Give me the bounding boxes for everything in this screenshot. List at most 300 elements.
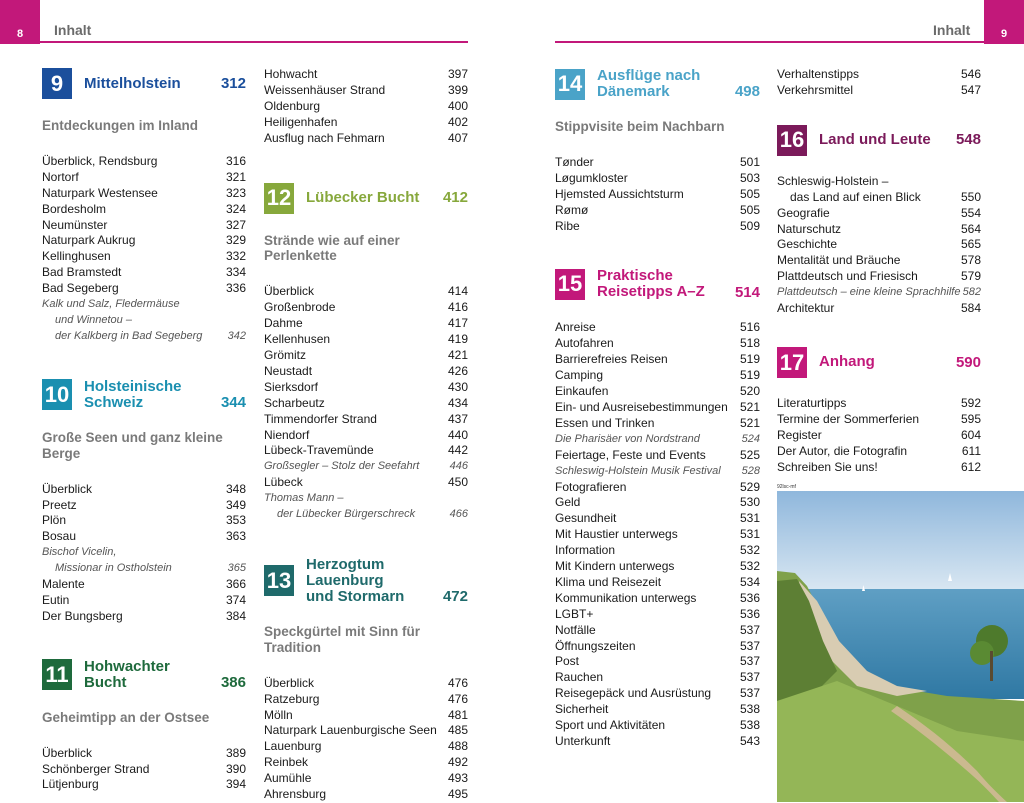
toc-entry-title: Preetz bbox=[42, 497, 77, 512]
toc-entry[interactable] bbox=[777, 174, 981, 190]
toc-entry-title: Malente bbox=[42, 577, 85, 592]
chapter-page: 548 bbox=[955, 131, 981, 149]
toc-entry-page: 537 bbox=[739, 654, 760, 669]
toc-entry[interactable] bbox=[777, 269, 981, 285]
running-header-right: Inhalt bbox=[933, 22, 971, 38]
toc-entry-title: Sicherheit bbox=[555, 702, 609, 717]
toc-entry-page: 421 bbox=[447, 347, 468, 362]
section-9-heading[interactable] bbox=[42, 68, 246, 99]
toc-entry-title: Lauenburg bbox=[264, 739, 322, 754]
toc-entry-page: 374 bbox=[225, 592, 246, 607]
toc-entry-title: Sierksdorf bbox=[264, 379, 319, 394]
toc-entry-page: 419 bbox=[447, 332, 468, 347]
toc-entry-page: 516 bbox=[739, 320, 760, 335]
chapter-page: 412 bbox=[442, 189, 468, 207]
toc-entry-page: 399 bbox=[447, 82, 468, 97]
toc-entry-title: Register bbox=[777, 427, 822, 442]
toc-entry-title: Naturschutz bbox=[777, 221, 842, 236]
toc-entry-page: 578 bbox=[960, 253, 981, 268]
toc-entry[interactable] bbox=[264, 692, 468, 708]
toc-entry-page: 538 bbox=[739, 702, 760, 717]
toc-entry-title: Schreiben Sie uns! bbox=[777, 459, 878, 474]
chapter-title: Holsteinische Schweiz bbox=[84, 377, 182, 411]
toc-entry-title: Naturpark Westensee bbox=[42, 185, 158, 200]
toc-entry-page: 366 bbox=[225, 577, 246, 592]
toc-entry-page: 442 bbox=[447, 443, 468, 458]
toc-entry[interactable] bbox=[555, 219, 760, 235]
toc-entry-page: 584 bbox=[960, 301, 981, 316]
section-10-heading[interactable] bbox=[42, 379, 246, 411]
toc-entry-title: Bad Bramstedt bbox=[42, 265, 122, 280]
toc-entry-page: 402 bbox=[447, 114, 468, 129]
toc-entry-title: Geschichte bbox=[777, 237, 838, 252]
toc-entry[interactable] bbox=[264, 428, 468, 444]
toc-entry[interactable] bbox=[42, 762, 246, 778]
chapter-number: 9 bbox=[42, 68, 72, 99]
toc-entry-page: 316 bbox=[225, 153, 246, 168]
toc-entry-page: 389 bbox=[225, 745, 246, 760]
header-rule-right bbox=[555, 41, 984, 43]
chapter-number: 14 bbox=[555, 69, 585, 100]
toc-entry[interactable] bbox=[555, 400, 760, 416]
toc-entry[interactable] bbox=[264, 396, 468, 412]
toc-feature[interactable]: Plattdeutsch – eine kleine Sprachhilfe 582 bbox=[777, 286, 981, 299]
toc-entry[interactable] bbox=[264, 316, 468, 332]
toc-entry[interactable] bbox=[42, 609, 246, 625]
photo-credit: 92lsc-mf bbox=[777, 484, 796, 490]
section-16-heading[interactable] bbox=[777, 125, 981, 156]
toc-entry[interactable] bbox=[777, 412, 981, 428]
chapter-number: 11 bbox=[42, 659, 72, 690]
toc-column-3 bbox=[555, 66, 760, 750]
toc-entry-page: 531 bbox=[739, 511, 760, 526]
toc-entry[interactable] bbox=[42, 482, 246, 498]
toc-entry[interactable] bbox=[42, 249, 246, 265]
toc-entry-page: 529 bbox=[739, 479, 760, 494]
toc-entry-title: Geografie bbox=[777, 205, 830, 220]
toc-entry-title: Ribe bbox=[555, 218, 580, 233]
toc-entry-page: 531 bbox=[739, 527, 760, 542]
toc-entry-title: Termine der Sommerferien bbox=[777, 411, 920, 426]
toc-entry[interactable] bbox=[777, 83, 981, 99]
toc-entry[interactable] bbox=[42, 577, 246, 593]
toc-column-4 bbox=[777, 67, 981, 476]
toc-entry-page: 611 bbox=[961, 443, 981, 458]
toc-entry[interactable] bbox=[555, 495, 760, 511]
toc-entry-title: Grömitz bbox=[264, 347, 306, 362]
toc-entry-title: Ein- und Ausreisebestimmungen bbox=[555, 399, 728, 414]
toc-entry-title: Klima und Reisezeit bbox=[555, 574, 662, 589]
section-14-heading[interactable] bbox=[555, 68, 760, 100]
toc-entry-page: 518 bbox=[739, 336, 760, 351]
toc-entry-title: Unterkunft bbox=[555, 734, 611, 748]
toc-entry-title: Mölln bbox=[264, 707, 293, 722]
toc-entry[interactable] bbox=[777, 444, 981, 460]
toc-entry-title: Mit Haustier unterwegs bbox=[555, 527, 678, 542]
toc-entry-title: Nortorf bbox=[42, 169, 79, 184]
toc-entry-page: 437 bbox=[447, 411, 468, 426]
chapter-title: Herzogtum Lauenburg und Stormarn bbox=[306, 555, 405, 605]
toc-entry[interactable] bbox=[42, 777, 246, 793]
toc-entry[interactable] bbox=[42, 281, 246, 297]
chapter-page: 590 bbox=[955, 353, 981, 371]
toc-entry-title: Ausflug nach Fehmarn bbox=[264, 130, 385, 145]
toc-entry-page: 353 bbox=[225, 513, 246, 528]
toc-entry[interactable] bbox=[555, 384, 760, 400]
toc-entry[interactable] bbox=[264, 99, 468, 115]
section-11-heading[interactable] bbox=[42, 659, 246, 691]
toc-entry-title: LGBT+ bbox=[555, 606, 594, 621]
toc-entry-title: Dahme bbox=[264, 316, 303, 331]
toc-entry-title: Neumünster bbox=[42, 217, 108, 232]
toc-entry-title: Aumühle bbox=[264, 771, 312, 786]
toc-entry-title: Kellenhusen bbox=[264, 332, 331, 347]
chapter-page: 514 bbox=[734, 283, 760, 301]
toc-entry-title: Überblick bbox=[264, 675, 315, 690]
toc-entry[interactable] bbox=[555, 718, 760, 734]
toc-entry-title: Reisegepäck und Ausrüstung bbox=[555, 686, 712, 701]
toc-entry[interactable] bbox=[555, 448, 760, 464]
toc-entry[interactable] bbox=[555, 543, 760, 559]
toc-entry[interactable] bbox=[264, 131, 468, 147]
toc-entry-page: 485 bbox=[447, 723, 468, 738]
toc-entry[interactable] bbox=[555, 203, 760, 219]
toc-entry[interactable] bbox=[555, 511, 760, 527]
toc-entry-title: Mit Kindern unterwegs bbox=[555, 559, 675, 574]
toc-entry[interactable] bbox=[264, 300, 468, 316]
toc-entry[interactable] bbox=[777, 206, 981, 222]
toc-entry[interactable] bbox=[555, 575, 760, 591]
toc-entry-page: 390 bbox=[225, 761, 246, 776]
toc-entry-title: Der Autor, die Fotografin bbox=[777, 443, 908, 458]
toc-entry[interactable] bbox=[264, 443, 468, 459]
toc-entry-page: 426 bbox=[447, 363, 468, 378]
chapter-subtitle: Entdeckungen im Inland bbox=[42, 118, 199, 133]
toc-entry[interactable] bbox=[264, 771, 468, 787]
toc-entry-page: 430 bbox=[447, 379, 468, 394]
page-number-right: 9 bbox=[984, 0, 1024, 44]
toc-entry-page: 493 bbox=[447, 771, 468, 786]
toc-entry-title: Überblick bbox=[264, 284, 315, 299]
toc-column-2 bbox=[264, 67, 468, 803]
toc-feature[interactable]: Bischof Vicelin, bbox=[42, 546, 117, 559]
toc-entry[interactable] bbox=[264, 115, 468, 131]
toc-entry[interactable] bbox=[777, 301, 981, 317]
toc-entry-title: Plattdeutsch und Friesisch bbox=[777, 269, 918, 284]
toc-entry-title: Notfälle bbox=[555, 622, 596, 637]
toc-entry-title: Camping bbox=[555, 368, 604, 383]
toc-feature[interactable]: und Winnetou – bbox=[55, 313, 132, 326]
toc-entry-title: Naturpark Lauenburgische Seen bbox=[264, 723, 437, 738]
toc-entry[interactable] bbox=[264, 739, 468, 755]
coast-landscape-photo bbox=[777, 491, 1024, 802]
toc-entry-page: 509 bbox=[739, 218, 760, 233]
toc-entry-title: Løgumkloster bbox=[555, 170, 628, 185]
toc-entry-title: Bad Segeberg bbox=[42, 281, 119, 296]
toc-entry-page: 604 bbox=[960, 427, 981, 442]
toc-entry[interactable] bbox=[555, 416, 760, 432]
toc-entry-page: 501 bbox=[739, 154, 760, 169]
toc-entry-title: Barrierefreies Reisen bbox=[555, 352, 668, 367]
toc-entry[interactable] bbox=[555, 320, 760, 336]
toc-entry-page: 532 bbox=[739, 559, 760, 574]
toc-entry-title: Mentalität und Bräuche bbox=[777, 253, 901, 268]
chapter-page: 312 bbox=[220, 74, 246, 92]
toc-entry-page: 476 bbox=[447, 691, 468, 706]
section-12-heading[interactable] bbox=[264, 183, 468, 214]
toc-entry[interactable] bbox=[42, 170, 246, 186]
toc-entry-title: Überblick bbox=[42, 481, 93, 496]
toc-entry[interactable] bbox=[264, 332, 468, 348]
toc-entry-title: Tønder bbox=[555, 154, 594, 169]
toc-entry[interactable] bbox=[264, 364, 468, 380]
toc-entry-title: Ahrensburg bbox=[264, 787, 327, 802]
toc-entry[interactable] bbox=[264, 284, 468, 300]
toc-entry-title: Niendorf bbox=[264, 427, 310, 442]
toc-feature[interactable]: Schleswig-Holstein Musik Festival 528 bbox=[555, 464, 760, 477]
chapter-title: Praktische Reisetipps A–Z bbox=[597, 267, 705, 301]
toc-entry[interactable]: das Land auf einen Blick 550 bbox=[790, 189, 981, 204]
toc-entry-page: 414 bbox=[447, 284, 468, 299]
toc-entry[interactable] bbox=[555, 734, 760, 750]
toc-entry-page: 400 bbox=[447, 98, 468, 113]
toc-entry[interactable] bbox=[555, 654, 760, 670]
toc-entry-page: 505 bbox=[739, 186, 760, 201]
toc-entry-title: Sport und Aktivitäten bbox=[555, 718, 666, 733]
toc-entry[interactable] bbox=[42, 218, 246, 234]
toc-entry[interactable] bbox=[555, 187, 760, 203]
toc-entry[interactable] bbox=[555, 623, 760, 639]
toc-entry[interactable] bbox=[264, 676, 468, 692]
toc-entry[interactable] bbox=[264, 412, 468, 428]
toc-entry[interactable] bbox=[264, 723, 468, 739]
toc-entry-title: Gesundheit bbox=[555, 511, 617, 526]
chapter-number: 12 bbox=[264, 183, 294, 214]
toc-entry-title: Architektur bbox=[777, 301, 835, 316]
toc-entry-title: Schleswig-Holstein – bbox=[777, 173, 889, 188]
toc-entry-title: Lütjenburg bbox=[42, 777, 99, 792]
toc-entry-page: 323 bbox=[225, 185, 246, 200]
toc-entry-page: 595 bbox=[960, 411, 981, 426]
toc-entry-page: 450 bbox=[447, 475, 468, 490]
toc-entry[interactable] bbox=[42, 593, 246, 609]
chapter-subtitle: Große Seen und ganz kleine Berge bbox=[42, 429, 223, 461]
toc-entry[interactable] bbox=[42, 154, 246, 170]
toc-entry-title: Bordesholm bbox=[42, 201, 107, 216]
toc-entry-title: Bosau bbox=[42, 529, 77, 544]
toc-entry-page: 336 bbox=[225, 281, 246, 296]
toc-entry-title: Information bbox=[555, 543, 616, 558]
toc-entry-title: Hohwacht bbox=[264, 67, 318, 81]
toc-entry[interactable] bbox=[42, 186, 246, 202]
toc-feature[interactable]: Großsegler – Stolz der Seefahrt 446 bbox=[264, 460, 468, 473]
toc-entry-page: 532 bbox=[739, 543, 760, 558]
toc-entry-page: 579 bbox=[960, 269, 981, 284]
toc-entry[interactable] bbox=[555, 527, 760, 543]
toc-entry-title: Rømø bbox=[555, 202, 589, 217]
toc-entry-title: Großenbrode bbox=[264, 300, 336, 315]
toc-entry[interactable] bbox=[264, 787, 468, 803]
toc-entry-page: 537 bbox=[739, 686, 760, 701]
toc-entry[interactable] bbox=[42, 265, 246, 281]
toc-entry[interactable] bbox=[555, 155, 760, 171]
toc-entry-title: Schönberger Strand bbox=[42, 761, 150, 776]
toc-entry[interactable] bbox=[777, 396, 981, 412]
toc-entry-title: Kellinghusen bbox=[42, 249, 111, 264]
toc-entry-title: Kommunikation unterwegs bbox=[555, 590, 697, 605]
toc-entry[interactable] bbox=[777, 253, 981, 269]
chapter-number: 15 bbox=[555, 269, 585, 300]
toc-entry-title: Verkehrsmittel bbox=[777, 82, 854, 97]
toc-entry-title: Essen und Trinken bbox=[555, 415, 655, 430]
toc-entry-page: 537 bbox=[739, 622, 760, 637]
chapter-number: 10 bbox=[42, 379, 72, 410]
toc-entry-page: 543 bbox=[739, 734, 760, 748]
chapter-subtitle: Geheimtipp an der Ostsee bbox=[42, 709, 210, 725]
toc-entry[interactable] bbox=[555, 480, 760, 496]
toc-entry-page: 592 bbox=[960, 395, 981, 410]
chapter-page: 344 bbox=[220, 393, 246, 411]
toc-entry[interactable] bbox=[555, 591, 760, 607]
toc-entry-title: Geld bbox=[555, 495, 581, 510]
toc-entry-page: 521 bbox=[739, 415, 760, 430]
toc-entry-title: Autofahren bbox=[555, 336, 614, 351]
toc-entry-title: Post bbox=[555, 654, 580, 669]
toc-feature[interactable]: Kalk und Salz, Fledermäuse bbox=[42, 298, 180, 311]
chapter-title: Land und Leute bbox=[819, 131, 931, 149]
toc-entry-page: 416 bbox=[447, 300, 468, 315]
toc-entry-page: 538 bbox=[739, 718, 760, 733]
toc-entry[interactable] bbox=[555, 336, 760, 352]
running-header-left: Inhalt bbox=[54, 22, 92, 38]
toc-entry-page: 349 bbox=[225, 497, 246, 512]
header-rule-left bbox=[40, 41, 468, 43]
toc-entry[interactable] bbox=[42, 202, 246, 218]
chapter-page: 386 bbox=[220, 673, 246, 691]
toc-feature[interactable]: der Lübecker Bürgerschreck 466 bbox=[277, 508, 468, 521]
toc-entry-title: Eutin bbox=[42, 592, 70, 607]
toc-entry-title: Verhaltenstipps bbox=[777, 67, 860, 81]
toc-entry-page: 520 bbox=[739, 384, 760, 399]
toc-entry[interactable] bbox=[264, 380, 468, 396]
toc-entry-page: 329 bbox=[225, 233, 246, 248]
toc-entry-page: 536 bbox=[739, 606, 760, 621]
toc-entry[interactable] bbox=[555, 686, 760, 702]
toc-entry-page: 397 bbox=[447, 67, 468, 81]
toc-entry-page: 321 bbox=[225, 169, 246, 184]
toc-entry-page: 384 bbox=[225, 608, 246, 623]
toc-feature[interactable]: Thomas Mann – bbox=[264, 492, 344, 505]
toc-entry[interactable] bbox=[42, 498, 246, 514]
toc-entry-page: 536 bbox=[739, 590, 760, 605]
toc-entry[interactable] bbox=[555, 670, 760, 686]
toc-entry[interactable] bbox=[42, 513, 246, 529]
toc-entry-page: 612 bbox=[960, 459, 981, 474]
toc-entry-page: 324 bbox=[225, 201, 246, 216]
toc-entry[interactable] bbox=[777, 237, 981, 253]
toc-entry[interactable] bbox=[555, 171, 760, 187]
toc-entry-page: 564 bbox=[960, 221, 981, 236]
toc-entry-title: Überblick, Rendsburg bbox=[42, 153, 158, 168]
toc-entry-page: 505 bbox=[739, 202, 760, 217]
toc-entry[interactable] bbox=[555, 352, 760, 368]
chapter-title: Hohwachter Bucht bbox=[84, 657, 170, 691]
toc-entry-page: 534 bbox=[739, 574, 760, 589]
toc-entry-page: 481 bbox=[447, 707, 468, 722]
toc-entry-page: 546 bbox=[960, 67, 981, 81]
toc-entry[interactable] bbox=[555, 639, 760, 655]
toc-feature[interactable]: Missionar in Ostholstein 365 bbox=[55, 562, 246, 575]
toc-entry[interactable] bbox=[777, 222, 981, 238]
toc-entry-title: Anreise bbox=[555, 320, 596, 335]
toc-entry[interactable] bbox=[777, 460, 981, 476]
section-17-heading[interactable] bbox=[777, 347, 981, 378]
toc-entry-page: 537 bbox=[739, 638, 760, 653]
toc-entry-title: Der Bungsberg bbox=[42, 608, 123, 623]
chapter-number: 17 bbox=[777, 347, 807, 378]
toc-entry[interactable] bbox=[777, 67, 981, 83]
toc-entry[interactable] bbox=[555, 368, 760, 384]
toc-entry-title: Fotografieren bbox=[555, 479, 627, 494]
toc-entry[interactable] bbox=[42, 529, 246, 545]
toc-feature[interactable]: Die Pharisäer von Nordstrand 524 bbox=[555, 432, 760, 445]
chapter-page: 498 bbox=[734, 83, 760, 101]
toc-entry[interactable] bbox=[42, 746, 246, 762]
toc-entry-page: 492 bbox=[447, 755, 468, 770]
toc-entry-title: Scharbeutz bbox=[264, 395, 325, 410]
toc-entry-page: 565 bbox=[960, 237, 981, 252]
toc-feature[interactable]: der Kalkberg in Bad Segeberg 342 bbox=[55, 329, 246, 342]
toc-entry-page: 394 bbox=[225, 777, 246, 792]
toc-entry[interactable] bbox=[264, 708, 468, 724]
chapter-number: 13 bbox=[264, 565, 294, 596]
section-13-heading[interactable] bbox=[264, 557, 468, 605]
toc-entry-title: Öffnungszeiten bbox=[555, 638, 636, 653]
chapter-subtitle: Speckgürtel mit Sinn für Tradition bbox=[264, 623, 421, 655]
toc-entry-page: 332 bbox=[225, 249, 246, 264]
toc-entry-title: Reinbek bbox=[264, 755, 309, 770]
toc-entry-page: 488 bbox=[447, 739, 468, 754]
toc-entry[interactable] bbox=[264, 755, 468, 771]
toc-entry-title: Neustadt bbox=[264, 363, 313, 378]
toc-entry-title: Naturpark Aukrug bbox=[42, 233, 136, 248]
toc-entry[interactable] bbox=[555, 607, 760, 623]
toc-entry[interactable] bbox=[555, 559, 760, 575]
toc-entry[interactable] bbox=[264, 348, 468, 364]
section-15-heading[interactable] bbox=[555, 268, 760, 300]
toc-entry-page: 334 bbox=[225, 265, 246, 280]
toc-entry[interactable] bbox=[264, 83, 468, 99]
toc-entry-page: 476 bbox=[447, 675, 468, 690]
toc-entry-title: Literaturtipps bbox=[777, 395, 847, 410]
chapter-subtitle: Stippvisite beim Nachbarn bbox=[555, 119, 725, 134]
toc-entry[interactable] bbox=[42, 233, 246, 249]
toc-entry-title: Oldenburg bbox=[264, 98, 321, 113]
chapter-page: 472 bbox=[442, 588, 468, 606]
toc-entry[interactable] bbox=[264, 475, 468, 491]
toc-entry[interactable] bbox=[555, 702, 760, 718]
toc-entry[interactable] bbox=[777, 428, 981, 444]
toc-entry-page: 440 bbox=[447, 427, 468, 442]
toc-entry-title: Überblick bbox=[42, 745, 93, 760]
toc-entry[interactable] bbox=[264, 67, 468, 83]
chapter-title: Anhang bbox=[819, 353, 875, 371]
toc-entry-page: 554 bbox=[960, 205, 981, 220]
toc-entry-title: Heiligenhafen bbox=[264, 114, 338, 129]
toc-entry-page: 530 bbox=[739, 495, 760, 510]
toc-entry-title: Timmendorfer Strand bbox=[264, 411, 377, 426]
page-number-left: 8 bbox=[0, 0, 40, 44]
